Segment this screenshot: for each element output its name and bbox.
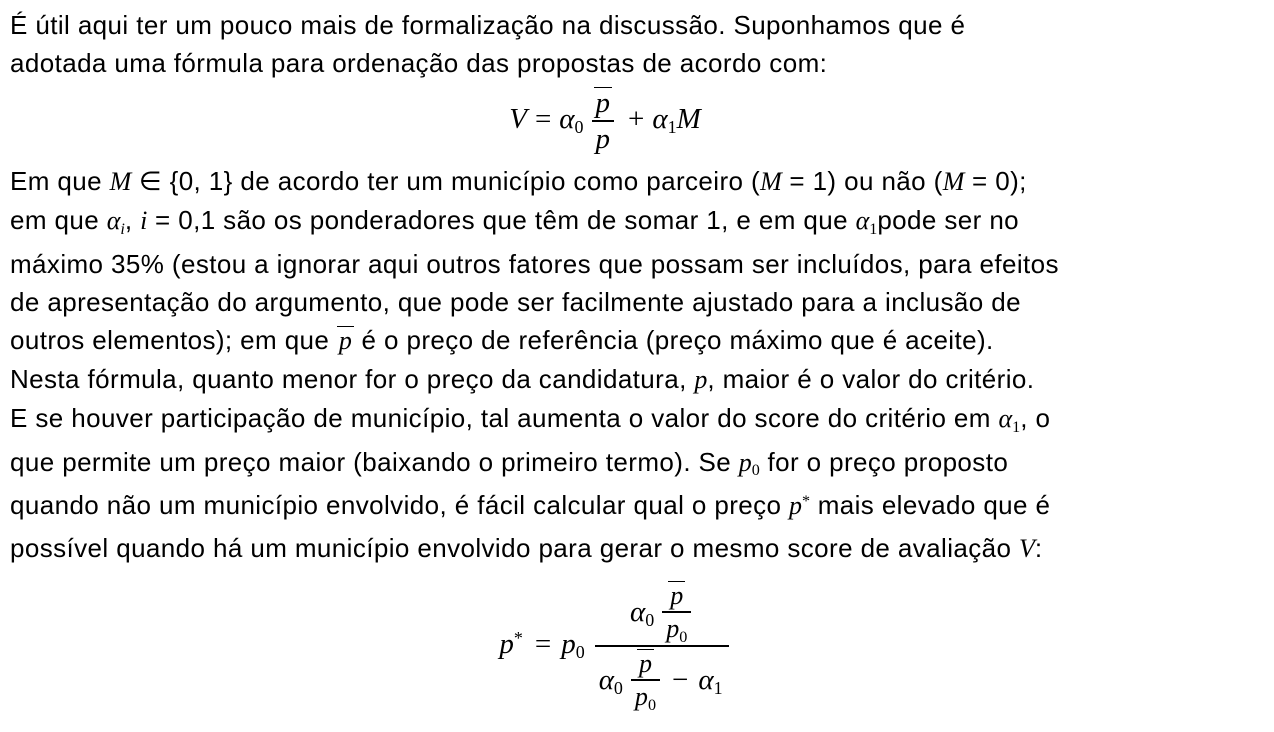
math-var-v: V bbox=[509, 102, 527, 135]
denominator: p0 bbox=[662, 611, 691, 644]
text-line bbox=[10, 6, 1266, 44]
formula-p-star bbox=[0, 579, 1244, 714]
math-inline: V bbox=[1019, 534, 1035, 564]
math-p-bar: p bbox=[670, 580, 684, 610]
text-run: máximo 35% (estou a ignorar aqui outros fatores que possam ser incluídos, para efeitos bbox=[10, 248, 1059, 279]
math-inline: p bbox=[789, 491, 803, 520]
text-run: = 0); bbox=[964, 165, 1027, 196]
text-line bbox=[10, 201, 1266, 244]
numerator bbox=[664, 580, 689, 611]
math-inline: i bbox=[120, 220, 125, 238]
text-line bbox=[10, 443, 1266, 486]
text-run: for o preço proposto bbox=[759, 446, 1009, 477]
text-run: , o bbox=[1020, 403, 1051, 434]
math-equals: = bbox=[534, 627, 552, 660]
math-p-bar: p bbox=[595, 86, 611, 119]
text-run: Nesta fórmula, quanto menor for o preço da candidatura, bbox=[10, 363, 695, 394]
text-line bbox=[10, 399, 1266, 442]
text-line bbox=[10, 321, 1266, 359]
fraction-outer bbox=[595, 579, 729, 714]
math-equals: = bbox=[534, 102, 552, 135]
text-line bbox=[10, 162, 1266, 201]
math-p-star: p* bbox=[499, 627, 523, 660]
paragraph-block-1 bbox=[10, 6, 1266, 83]
text-run: = 1) ou não ( bbox=[781, 165, 943, 196]
math-alpha0: α0 bbox=[629, 595, 655, 630]
math-inline: 0 bbox=[751, 462, 760, 480]
text-line bbox=[10, 44, 1266, 82]
text-run: : bbox=[1034, 533, 1043, 564]
math-inline: M bbox=[109, 166, 132, 196]
fraction-pbar-over-p0 bbox=[631, 648, 660, 712]
numerator bbox=[626, 579, 697, 645]
math-inline: * bbox=[802, 492, 811, 510]
text-line bbox=[10, 360, 1266, 399]
text-run: de apresentação do argumento, que pode ser facilmente ajustado para a inclusão de bbox=[10, 286, 1021, 317]
text-line bbox=[10, 283, 1266, 321]
text-line bbox=[10, 245, 1266, 283]
text-run: , bbox=[124, 205, 141, 236]
text-run: possível quando há um município envolvido para gerar o mesmo score de avaliação bbox=[10, 533, 1019, 564]
paragraph-block-2 bbox=[10, 162, 1266, 569]
text-run: pode ser no bbox=[877, 205, 1020, 236]
math-alpha1: α1 bbox=[698, 664, 723, 699]
math-p-bar: p bbox=[638, 649, 652, 679]
fraction-pbar-over-p0 bbox=[662, 580, 691, 644]
text-run: = 0,1 são os ponderadores que têm de somar 1, e em que bbox=[147, 205, 856, 236]
math-inline: i bbox=[140, 206, 148, 236]
text-run: Em que bbox=[10, 165, 110, 196]
math-inline: α bbox=[855, 206, 870, 236]
text-run: , maior é o valor do critério. bbox=[707, 363, 1035, 394]
denominator bbox=[595, 645, 729, 713]
text-run: adotada uma fórmula para ordenação das propostas de acordo com: bbox=[10, 48, 828, 79]
text-run: ∈ {0, 1} de acordo ter um município como parceiro ( bbox=[131, 165, 761, 196]
math-alpha0: α0 bbox=[598, 664, 623, 699]
numerator bbox=[590, 86, 617, 120]
text-run: quando não um município envolvido, é fácil calcular qual o preço bbox=[10, 490, 790, 520]
math-inline: p bbox=[738, 447, 752, 477]
math-inline: 1 bbox=[869, 220, 878, 238]
formula-v-score bbox=[0, 86, 1234, 157]
text-line bbox=[10, 529, 1266, 568]
numerator bbox=[633, 648, 658, 679]
text-run: que permite um preço maior (baixando o primeiro termo). Se bbox=[10, 446, 739, 477]
math-alpha1-M: α1M bbox=[652, 102, 701, 137]
math-inline: α bbox=[998, 404, 1013, 434]
denominator: p bbox=[592, 120, 615, 156]
denominator: p0 bbox=[631, 679, 660, 712]
math-inline: 1 bbox=[1012, 418, 1021, 436]
math-inline: p bbox=[338, 326, 352, 356]
math-plus: + bbox=[628, 102, 645, 135]
text-run: É útil aqui ter um pouco mais de formalização na discussão. Suponhamos que é bbox=[10, 10, 966, 40]
text-run: em que bbox=[10, 205, 107, 236]
text-run: é o preço de referência (preço máximo que é aceite). bbox=[353, 325, 994, 356]
math-inline: α bbox=[106, 206, 121, 236]
text-run: outros elementos); em que bbox=[10, 325, 337, 356]
math-inline: M bbox=[760, 166, 782, 196]
math-inline: p bbox=[694, 364, 708, 394]
text-line bbox=[10, 486, 1266, 529]
text-run: mais elevado que é bbox=[810, 490, 1051, 520]
math-minus: − bbox=[672, 664, 689, 697]
math-alpha0: α0 bbox=[559, 102, 584, 137]
math-p0: p0 bbox=[561, 627, 585, 662]
fraction-pbar-over-p bbox=[590, 86, 617, 157]
text-run: E se houver participação de município, tal aumenta o valor do score do critério em bbox=[10, 403, 999, 434]
math-inline: M bbox=[942, 166, 965, 196]
